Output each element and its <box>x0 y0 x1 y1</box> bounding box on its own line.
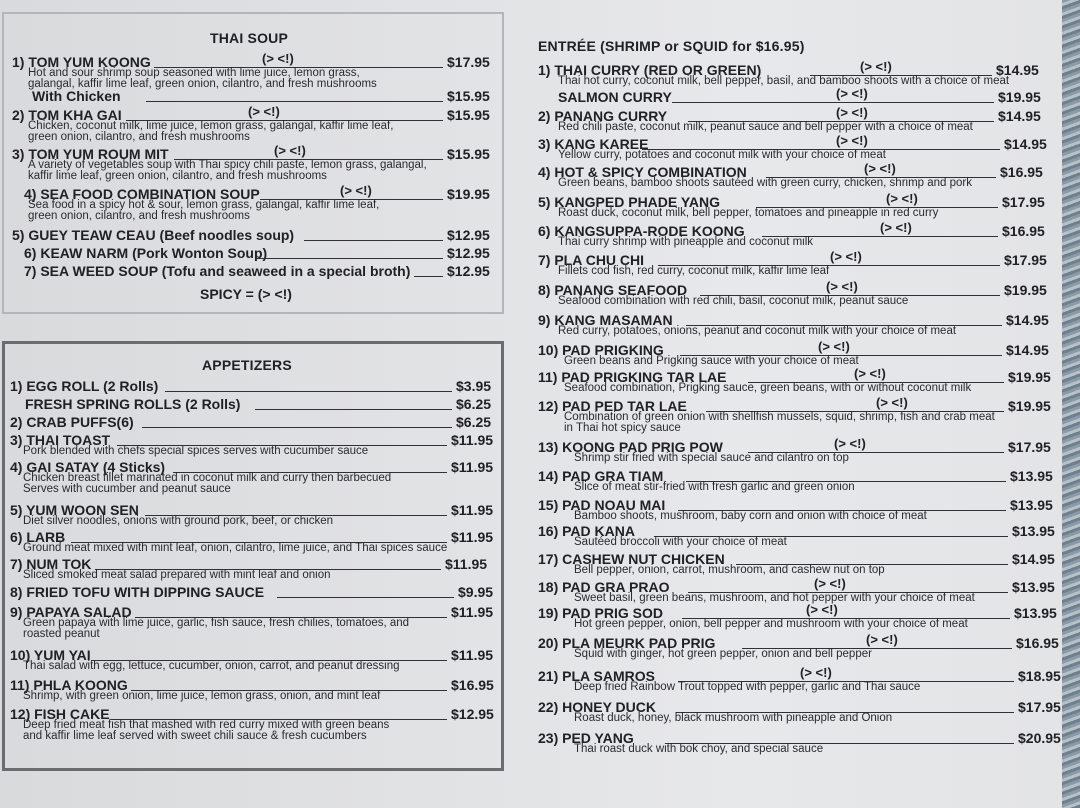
item-price: $6.25 <box>456 396 492 412</box>
item-price: $14.95 <box>996 62 1039 78</box>
spicy-marker: (> <!) <box>836 86 868 101</box>
dotted-leader <box>256 258 443 259</box>
item-name: 12) PAD PED TAR LAE <box>538 398 687 414</box>
item-description: Ground meat mixed with mint leaf, onion, cilantro, lime juice, and Thai spices sauce <box>23 542 448 554</box>
item-name: 19) PAD PRIG SOD <box>538 605 663 621</box>
item-description: kaffir lime leaf, green onion, cilantro, and fresh mushrooms <box>28 170 327 182</box>
item-price: $12.95 <box>451 706 494 722</box>
section-title: ENTRÉE (SHRIMP or SQUID for $16.95) <box>538 38 805 54</box>
item-description: green onion, cilantro, and fresh mushrooms <box>28 210 250 222</box>
item-name: 14) PAD GRA TIAM <box>538 468 664 484</box>
item-name: 8) PANANG SEAFOOD <box>538 282 688 298</box>
item-name: 1) TOM YUM KOONG <box>12 54 151 70</box>
item-price: $17.95 <box>447 54 490 70</box>
spicy-marker: (> <!) <box>806 602 838 617</box>
item-description: Deep fried meat fish that mashed with red curry mixed with green beans <box>23 719 390 731</box>
section-title: APPETIZERS <box>202 357 292 373</box>
dotted-leader <box>304 240 443 241</box>
item-description: Hot and sour shrimp soup seasoned with lime juice, lemon grass, <box>28 67 360 79</box>
item-price: $12.95 <box>447 227 490 243</box>
spicy-marker: (> <!) <box>340 183 372 198</box>
item-price: $19.95 <box>1008 398 1051 414</box>
item-price: $11.95 <box>451 502 494 518</box>
item-name: 1) THAI CURRY (RED OR GREEN) <box>538 62 762 78</box>
item-price: $17.95 <box>1018 699 1061 715</box>
item-name: 11) PHLA KOONG <box>10 677 128 693</box>
dotted-leader <box>165 391 452 392</box>
item-price: $11.95 <box>451 432 494 448</box>
spicy-marker: (> <!) <box>818 339 850 354</box>
spicy-marker: (> <!) <box>864 161 896 176</box>
item-name: 7) NUM TOK <box>10 556 92 572</box>
item-description: A variety of vegetables soup with Thai spicy chili paste, lemon grass, galangal, <box>28 159 427 171</box>
item-price: $19.95 <box>998 89 1041 105</box>
item-description: Pork blended with chefs special spices serves with cucumber sauce <box>23 445 369 457</box>
item-name: 2) PANANG CURRY <box>538 108 668 124</box>
item-price: $19.95 <box>1004 282 1047 298</box>
spicy-marker: (> <!) <box>248 104 280 119</box>
item-name: 20) PLA MEURK PAD PRIG <box>538 635 716 651</box>
item-name: 3) TOM YUM ROUM MIT <box>12 146 169 162</box>
spicy-marker: (> <!) <box>830 249 862 264</box>
item-description: Diet silver noodles, onions with ground pork, beef, or chicken <box>23 515 334 527</box>
item-price: $11.95 <box>451 604 494 620</box>
spicy-marker: (> <!) <box>826 279 858 294</box>
item-name: 2) TOM KHA GAI <box>12 107 122 123</box>
item-price: $14.95 <box>1006 312 1049 328</box>
item-price: $11.95 <box>451 529 494 545</box>
item-description: Hot green pepper, onion, bell pepper and mushroom with your choice of meat <box>574 618 968 630</box>
item-description: Sweet basil, green beans, mushroom, and hot pepper with your choice of meat <box>574 592 975 604</box>
item-name: 18) PAD GRA PRAO <box>538 579 670 595</box>
item-name: 7) SEA WEED SOUP (Tofu and seaweed in a special broth) <box>24 263 411 279</box>
item-price: $16.95 <box>1002 223 1045 239</box>
item-price: $20.95 <box>1018 730 1061 746</box>
item-name: With Chicken <box>32 88 121 104</box>
entree-section <box>538 38 1061 768</box>
item-name: 1) EGG ROLL (2 Rolls) <box>10 378 159 394</box>
item-price: $16.95 <box>451 677 494 693</box>
item-description: Serves with cucumber and peanut sauce <box>23 483 231 495</box>
item-description: Thai roast duck with bok choy, and special sauce <box>574 743 824 755</box>
item-description: Shrimp, with green onion, lime juice, lemon grass, onion, and mint leaf <box>23 690 381 702</box>
item-description: Sliced smoked meat salad prepared with mint leaf and onion <box>23 569 331 581</box>
spicy-marker: (> <!) <box>262 51 294 66</box>
item-price: $16.95 <box>1016 635 1059 651</box>
spicy-marker: (> <!) <box>836 105 868 120</box>
item-price: $14.95 <box>1006 342 1049 358</box>
item-name: 2) CRAB PUFFS(6) <box>10 414 134 430</box>
item-name: 7) PLA CHU CHI <box>538 252 645 268</box>
item-price: $13.95 <box>1014 605 1057 621</box>
spicy-marker: (> <!) <box>854 366 886 381</box>
item-description: Bamboo shoots, mushroom, baby corn and onion with choice of meat <box>574 510 927 522</box>
item-price: $12.95 <box>447 263 490 279</box>
item-name: 3) KANG KAREE <box>538 136 649 152</box>
item-description: Roast duck, coconut milk, bell pepper, tomatoes and pineapple in red curry <box>558 207 939 219</box>
item-price: $13.95 <box>1010 468 1053 484</box>
appetizers-box <box>2 341 504 771</box>
item-price: $6.25 <box>456 414 492 430</box>
dotted-leader <box>146 101 443 102</box>
dotted-leader <box>672 102 994 103</box>
item-price: $17.95 <box>1004 252 1047 268</box>
item-description: Shrimp stir fried with special sauce and cilantro on top <box>574 452 849 464</box>
item-price: $14.95 <box>1004 136 1047 152</box>
item-name: 8) FRIED TOFU WITH DIPPING SAUCE <box>10 584 265 600</box>
spicy-marker: (> <!) <box>834 436 866 451</box>
item-description: Fillets cod fish, red curry, coconut milk, kaffir lime leaf <box>558 265 830 277</box>
item-price: $17.95 <box>1008 439 1051 455</box>
item-name: 10) PAD PRIGKING <box>538 342 664 358</box>
spicy-marker: (> <!) <box>274 143 306 158</box>
item-name: 3) THAI TOAST <box>10 432 111 448</box>
item-name: 13) KOONG PAD PRIG POW <box>538 439 723 455</box>
item-description: Thai salad with egg, lettuce, cucumber, onion, carrot, and peanut dressing <box>23 660 400 672</box>
spicy-marker: (> <!) <box>814 576 846 591</box>
item-description: Green papaya with lime juice, garlic, fish sauce, fresh chilies, tomatoes, and <box>23 617 410 629</box>
item-price: $15.95 <box>447 88 490 104</box>
item-name: 21) PLA SAMROS <box>538 668 655 684</box>
item-name: 4) HOT & SPICY COMBINATION <box>538 164 747 180</box>
item-description: Sea food in a spicy hot & sour, lemon grass, galangal, kaffir lime leaf, <box>28 199 380 211</box>
item-name: 17) CASHEW NUT CHICKEN <box>538 551 725 567</box>
item-price: $11.95 <box>451 647 494 663</box>
dotted-leader <box>255 409 452 410</box>
item-name: FRESH SPRING ROLLS (2 Rolls) <box>25 396 241 412</box>
item-name: 4) GAI SATAY (4 Sticks) <box>10 459 166 475</box>
item-description: Chicken, coconut milk, lime juice, lemon grass, galangal, kaffir lime leaf, <box>28 120 394 132</box>
item-price: $13.95 <box>1012 523 1055 539</box>
item-price: $12.95 <box>447 245 490 261</box>
item-description: Thai curry shrimp with pineapple and coconut milk <box>558 236 814 248</box>
item-description: Squid with ginger, hot green pepper, onion and bell pepper <box>574 648 872 660</box>
item-name: 11) PAD PRIGKING TAR LAE <box>538 369 727 385</box>
item-price: $14.95 <box>998 108 1041 124</box>
item-description: roasted peanut <box>23 628 100 640</box>
item-name: 6) LARB <box>10 529 66 545</box>
item-price: $18.95 <box>1018 668 1061 684</box>
item-name: 5) YUM WOON SEN <box>10 502 139 518</box>
item-description: Red chili paste, coconut milk, peanut sauce and bell pepper with a choice of meat <box>558 121 973 133</box>
item-description: Roast duck, honey, black mushroom with pineapple and Onion <box>574 712 893 724</box>
item-name: 10) YUM YAI <box>10 647 91 663</box>
item-description: Yellow curry, potatoes and coconut milk with your choice of meat <box>558 149 886 161</box>
item-description: Sautéed broccoli with your choice of meat <box>574 536 787 548</box>
spicy-marker: (> <!) <box>866 632 898 647</box>
item-price: $16.95 <box>1000 164 1043 180</box>
item-description: Combination of green onion with shellfish mussels, squid, shrimp, fish and crab meat <box>564 411 995 423</box>
item-name: 5) KANGPED PHADE YANG <box>538 194 721 210</box>
item-description: Green beans, bamboo shoots sautéed with green curry, chicken, shrimp and pork <box>558 177 973 189</box>
item-price: $15.95 <box>447 107 490 123</box>
item-description: green onion, cilantro, and fresh mushrooms <box>28 131 250 143</box>
item-name: SALMON CURRY <box>558 89 672 105</box>
spicy-marker: (> <!) <box>880 220 912 235</box>
item-description: Seafood combination with red chili, basil, coconut milk, peanut sauce <box>558 295 909 307</box>
item-description: Seafood combination, Prigking sauce, green beans, with or without coconut milk <box>564 382 972 394</box>
item-name: 23) PED YANG <box>538 730 634 746</box>
spicy-marker: (> <!) <box>860 59 892 74</box>
item-name: 9) PAPAYA SALAD <box>10 604 132 620</box>
item-description: and kaffir lime leaf served with sweet chili sauce & fresh cucumbers <box>23 730 367 742</box>
item-name: 5) GUEY TEAW CEAU (Beef noodles soup) <box>12 227 295 243</box>
item-price: $19.95 <box>1008 369 1051 385</box>
item-price: $11.95 <box>445 556 488 572</box>
section-title: THAI SOUP <box>210 30 289 46</box>
item-price: $19.95 <box>447 186 490 202</box>
item-price: $15.95 <box>447 146 490 162</box>
item-price: $13.95 <box>1010 497 1053 513</box>
spicy-marker: (> <!) <box>876 395 908 410</box>
dotted-leader <box>142 427 452 428</box>
item-price: $14.95 <box>1012 551 1055 567</box>
item-name: 4) SEA FOOD COMBINATION SOUP <box>24 186 260 202</box>
item-description: Green beans and Prigking sauce with your choice of meat <box>564 355 859 367</box>
item-name: 22) HONEY DUCK <box>538 699 656 715</box>
spicy-marker: (> <!) <box>836 133 868 148</box>
tablecloth-edge <box>1062 0 1080 808</box>
item-name: 6) KANGSUPPA-RODE KOONG <box>538 223 745 239</box>
item-description: Deep fried Rainbow Trout topped with pepper, garlic and Thai sauce <box>574 681 921 693</box>
item-description: Red curry, potatoes, onions, peanut and coconut milk with your choice of meat <box>558 325 957 337</box>
spicy-marker: (> <!) <box>886 191 918 206</box>
item-price: $11.95 <box>451 459 494 475</box>
dotted-leader <box>414 276 443 277</box>
spicy-legend: SPICY = (> <!) <box>200 286 292 302</box>
item-name: 9) KANG MASAMAN <box>538 312 673 328</box>
item-description: Thai hot curry, coconut milk, bell pepper, basil, and bamboo shoots with a choice of meat <box>558 75 1010 87</box>
item-name: 15) PAD NOAU MAI <box>538 497 666 513</box>
item-price: $17.95 <box>1002 194 1045 210</box>
item-description: Slice of meat stir-fried with fresh garlic and green onion <box>574 481 855 493</box>
item-price: $9.95 <box>458 584 494 600</box>
item-price: $13.95 <box>1012 579 1055 595</box>
item-name: 12) FISH CAKE <box>10 706 110 722</box>
item-description: galangal, kaffir lime leaf, green onion, cilantro, and fresh mushrooms <box>28 78 377 90</box>
item-name: 16) PAD KANA <box>538 523 635 539</box>
item-description: Bell pepper, onion, carrot, mushroom, and cashew nut on top <box>574 564 885 576</box>
spicy-marker: (> <!) <box>800 665 832 680</box>
item-description: Chicken breast fillet marinated in coconut milk and curry then barbecued <box>23 472 392 484</box>
item-name: 6) KEAW NARM (Pork Wonton Soup) <box>24 245 268 261</box>
thai-soup-box <box>2 12 504 314</box>
item-description: in Thai hot spicy sauce <box>564 422 681 434</box>
item-price: $3.95 <box>456 378 492 394</box>
dotted-leader <box>277 597 454 598</box>
